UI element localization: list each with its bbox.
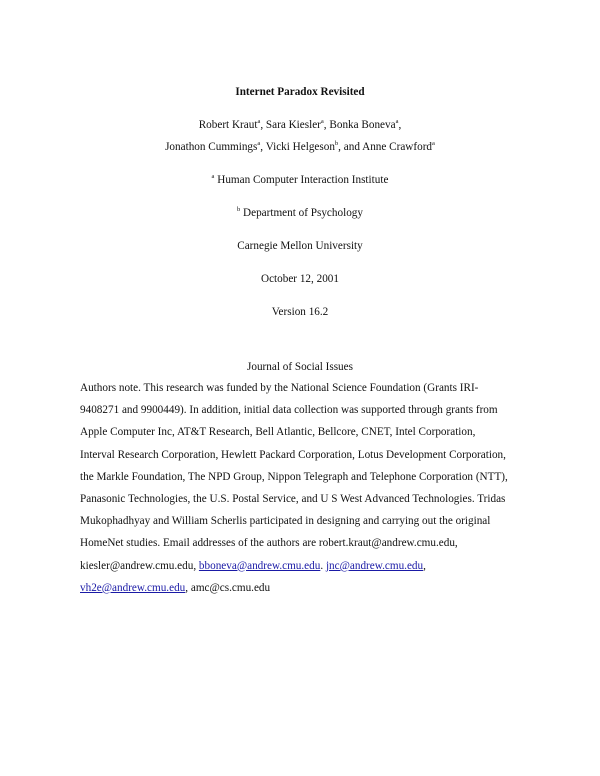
author-name: Robert Kraut	[198, 119, 258, 131]
email-link-jnc[interactable]: jnc@andrew.cmu.edu	[325, 559, 424, 572]
author-name: Bonka Boneva	[329, 119, 396, 131]
email-text: , amc@cs.cmu.edu	[185, 581, 271, 594]
affiliation-text: Human Computer Interaction Institute	[214, 174, 389, 186]
authors-note-line: the Markle Foundation, The NPD Group, Nippon Telegraph and Telephone Corporation (NTT),	[80, 470, 508, 483]
affiliation-a	[0, 173, 600, 187]
author-name: Sara Kiesler	[265, 119, 321, 131]
authors-note-line: HomeNet studies. Email addresses of the authors are robert.kraut@andrew.cmu.edu,	[80, 537, 458, 550]
authors-note	[80, 377, 525, 599]
document-date: October 12, 2001	[261, 273, 339, 285]
author-name: Anne Crawford	[362, 141, 433, 153]
author-separator: ,	[323, 119, 330, 131]
affiliation-text: Department of Psychology	[240, 207, 363, 219]
email-text: kiesler@andrew.cmu.edu,	[80, 559, 199, 572]
author-affiliation-marker: a	[320, 118, 324, 125]
email-link-bboneva[interactable]: bboneva@andrew.cmu.edu	[198, 559, 321, 572]
author-affiliation-marker: a	[257, 118, 261, 125]
affiliation-b	[0, 206, 600, 220]
authors-note-line: Panasonic Technologies, the U.S. Postal Service, and U S West Advanced Technologies. Tridas	[80, 493, 506, 506]
author-list-line-1	[0, 118, 600, 132]
author-affiliation-marker: b	[334, 140, 339, 147]
email-text: .	[320, 559, 326, 572]
authors-note-line: Interval Research Corporation, Hewlett Packard Corporation, Lotus Development Corporation,	[80, 448, 506, 461]
author-affiliation-marker: a	[257, 140, 261, 147]
document-version: Version 16.2	[271, 306, 329, 318]
affiliation-marker: a	[211, 173, 215, 180]
email-text: ,	[423, 559, 426, 572]
author-separator: ,	[260, 119, 266, 131]
author-separator: ,	[398, 119, 402, 131]
paper-title: Internet Paradox Revisited	[235, 86, 365, 98]
journal-name: Journal of Social Issues	[247, 361, 353, 373]
author-affiliation-marker: a	[432, 140, 435, 147]
authors-note-line: 9408271 and 9900449). In addition, initial data collection was supported through grants from	[80, 404, 498, 417]
authors-note-line: Mukophadhyay and William Scherlis participated in designing and carrying out the original	[80, 515, 491, 528]
author-separator: , and	[338, 141, 363, 153]
email-line	[80, 555, 525, 577]
affiliation-marker: b	[237, 206, 241, 213]
university: Carnegie Mellon University	[237, 240, 363, 252]
author-affiliation-marker: a	[395, 118, 399, 125]
author-list-line-2	[0, 140, 600, 154]
authors-note-line: Apple Computer Inc, AT&T Research, Bell Atlantic, Bellcore, CNET, Intel Corporation,	[80, 426, 476, 439]
author-separator: ,	[260, 141, 266, 153]
email-link-vh2e[interactable]: vh2e@andrew.cmu.edu	[80, 581, 186, 594]
author-name: Vicki Helgeson	[265, 141, 335, 153]
authors-note-line: Authors note. This research was funded by the National Science Foundation (Grants IRI-	[80, 382, 479, 394]
author-name: Jonathon Cummings	[165, 141, 258, 153]
email-line	[80, 577, 525, 599]
